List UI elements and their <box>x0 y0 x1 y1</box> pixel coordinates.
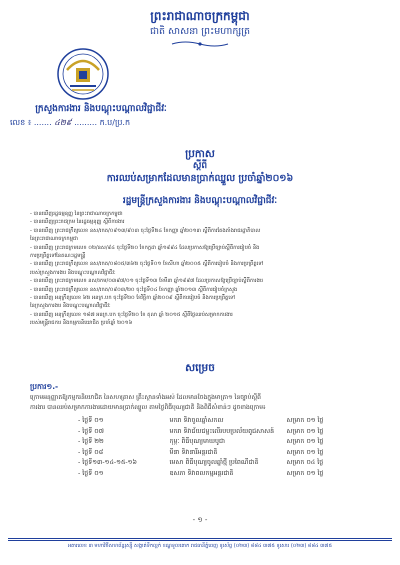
table-row <box>78 416 378 427</box>
holiday-duration: សម្រាក ០១ ថ្ងៃ <box>286 438 324 446</box>
holiday-duration: សម្រាក ០៤ ថ្ងៃ <box>286 459 324 467</box>
vista-line: - បានឃើញព្រះរាជក្រម នៃរដ្ឋធម្មនុញ្ញ ស្តីពីការងារ <box>30 219 125 226</box>
table-row <box>78 437 378 448</box>
footer-divider <box>8 540 392 541</box>
vista-line: - បានឃើញរដ្ឋធម្មនុញ្ញ នៃព្រះរាជាណាចក្រកម្ពុជា <box>30 211 123 217</box>
holiday-table <box>78 416 378 480</box>
vista-line: - បានឃើញ អនុក្រឹត្យលេខ ៦២ អនក្រ.បក ចុះថ្ងៃទី២០ ខែវិច្ឆិកា ឆ្នាំ២០០៩ ស្តីពីការរៀបចំ និងការប្រព្រឹត្តទៅ <box>30 295 235 302</box>
page-number: - ១ - <box>192 516 208 524</box>
letterhead <box>0 8 400 48</box>
holiday-name: កុម្ភៈ ពិធីបុណ្យមាឃបូជា <box>169 438 225 446</box>
vista-line: របស់មន្ត្រីរាជការ និងកម្មករនិយោជិត ប្រចាំឆ្នាំ ២០១៦ <box>30 320 133 327</box>
holiday-date: - ថ្ងៃទី ២២ <box>78 438 104 446</box>
kingdom-title: ព្រះរាជាណាចក្រកម្ពុជា <box>150 9 250 23</box>
ministry-seal-icon <box>52 46 114 102</box>
holiday-name: មេសា ពិធីបុណ្យចូលឆ្នាំថ្មី ប្រពៃណីជាតិ <box>169 459 259 467</box>
issuing-authority: រដ្ឋមន្ត្រីក្រសួងការងារ និងបណ្តុះបណ្តាលវិជ្ជាជីវៈ <box>122 196 278 206</box>
vista-line: - បានឃើញ ព្រះរាជក្រមលេខ ០២/នស/៩៤ ចុះថ្ងៃទី២០ ខែកក្កដា ឆ្នាំ១៩៩៤ ដែលប្រកាសឱ្យប្រើច្បាប់ស្តីពីការរៀបចំ និង <box>30 244 260 251</box>
subject-label: ស្តីពី <box>192 161 208 171</box>
national-motto: ជាតិ សាសនា ព្រះមហាក្សត្រ <box>149 26 251 37</box>
holiday-date: - ថ្ងៃទី១៣-១៤-១៥-១៦ <box>78 459 137 467</box>
document-type: ប្រកាស <box>185 148 215 160</box>
holiday-date: - ថ្ងៃទី ០១ <box>78 469 104 477</box>
ref-suffix: ក.ប/ប្រ.ក <box>99 118 131 127</box>
holiday-name: មីនា ទិវានារីអន្តរជាតិ <box>169 448 218 456</box>
holiday-date: - ថ្ងៃទី ០៧ <box>78 427 104 435</box>
table-row <box>78 458 378 469</box>
holiday-duration: សម្រាក ០១ ថ្ងៃ <box>286 448 324 456</box>
ref-number: ៤២៩ <box>54 118 72 127</box>
vistas-list <box>30 210 370 328</box>
document-subject: ការឈប់សម្រាកដែលមានប្រាក់ឈ្នួល ប្រចាំឆ្នាំ២០១៦ <box>106 173 294 184</box>
vista-line: - បានឃើញ ព្រះរាជក្រឹត្យលេខ នស/រកត/០៨០៥/៣៦២ ចុះថ្ងៃទី០១ ខែសីហា ឆ្នាំ២០០៥ ស្តីពីការរៀបចំ និងការប្រព្រឹត្តទៅ <box>30 261 264 268</box>
vista-line: - បានឃើញ អនុក្រឹត្យលេខ ១៨៧ អនក្រ.បក ចុះថ្ងៃទី២០ ខែ តុលា ឆ្នាំ ២០១៥ ស្តីពីថ្ងៃឈប់សម្រាកការងារ <box>30 311 233 318</box>
ornament-divider-icon <box>170 40 230 48</box>
reference-line: លេខ ៖ ....... ៤២៩ ......... ក.ប/ប្រ.ក <box>10 118 131 127</box>
holiday-date: - ថ្ងៃទី ០១ <box>78 417 104 424</box>
holiday-duration: សម្រាក ០១ ថ្ងៃ <box>286 427 324 435</box>
table-row <box>78 427 378 438</box>
paragraph-line: ក្រោមអនុញ្ញាតឱ្យកម្មករនិយោជិត នៃសហគ្រាស គ្រឹះស្ថានទាំងអស់ ដែលមានចែងក្នុងមាត្រា១ នៃច្បាប់ស្តីពី <box>30 394 261 401</box>
vista-line: - បានឃើញ ព្រះរាជក្រឹត្យលេខ នស/រកត/០៩០៣/២០ ចុះថ្ងៃទី០៤ ខែកញ្ញា ឆ្នាំ២០១៣ ស្តីពីការរៀបចំក្រសួង <box>30 286 238 293</box>
ministry-name: ក្រសួងការងារ និងបណ្តុះបណ្តាលវិជ្ជាជីវៈ <box>35 104 167 114</box>
article-paragraph <box>30 393 375 413</box>
paragraph-line: ការងារ បានឈប់សម្រាកការងារដោយមានប្រាក់ឈ្នួល តាមថ្ងៃពិធីបុណ្យជាតិ និងពិធីសំខាន់ៗ ដូចខាងក្រោម៖ <box>30 404 266 411</box>
holiday-date: - ថ្ងៃទី ០៨ <box>78 448 104 456</box>
holiday-name: ឧសភា ទិវាពលកម្មអន្តរជាតិ <box>169 469 234 477</box>
footer-divider <box>8 538 392 539</box>
vista-line: - បានឃើញ ព្រះរាជក្រឹត្យលេខ នស/រកត/០៩១៣/៩០៣ ចុះថ្ងៃទី២៤ ខែកញ្ញា ឆ្នាំ២០១៣ ស្តីពីការតែងតាំងរាជរដ្ឋាភិបាល <box>30 227 261 234</box>
vista-line: របស់ក្រសួងការងារ និងបណ្តុះបណ្តាលវិជ្ជាជីវៈ <box>30 269 116 276</box>
holiday-duration: សម្រាក ០១ ថ្ងៃ <box>286 417 324 424</box>
vista-line: - បានឃើញ ព្រះរាជក្រមលេខ នស/រកម/០៣៩៧/០១ ចុះថ្ងៃទី១៣ ខែមីនា ឆ្នាំ១៩៩៧ ដែលប្រកាសឱ្យប្រើច្បាប់ស្តីពីការងារ <box>30 278 264 285</box>
holiday-name: មករា ទិវាជ័យជម្នះលើរបបប្រល័យពូជសាសន៍ <box>169 427 275 435</box>
article-label: ប្រការ១.- <box>30 382 59 391</box>
footer-address: អគារលេខ ៣ មហាវិថីសហព័ន្ធរុស្ស៊ី សង្កាត់ទឹកល្អក់ ខណ្ឌទួលគោក រាជធានីភ្នំពេញ ទូរស័ព្ទ (០២៣) ៨៨៤ ៣៧៥ ទូរសារ (០២៣) ៨៨៤ ៣៧៥ <box>67 543 333 549</box>
holiday-duration: សម្រាក ០១ ថ្ងៃ <box>286 469 324 477</box>
decision-heading: សម្រេច <box>185 362 215 374</box>
vista-line: ការប្រព្រឹត្តទៅនៃគណៈរដ្ឋមន្ត្រី <box>30 253 86 260</box>
vista-line: នៃក្រសួងការងារ និងបណ្តុះបណ្តាលវិជ្ជាជីវៈ <box>30 303 111 310</box>
ref-label: លេខ <box>10 118 26 127</box>
table-row <box>78 448 378 459</box>
vista-line: នៃព្រះរាជាណាចក្រកម្ពុជា <box>30 236 78 243</box>
holiday-name: មករា ទិវាចូលឆ្នាំសកល <box>169 417 224 424</box>
table-row <box>78 469 378 480</box>
